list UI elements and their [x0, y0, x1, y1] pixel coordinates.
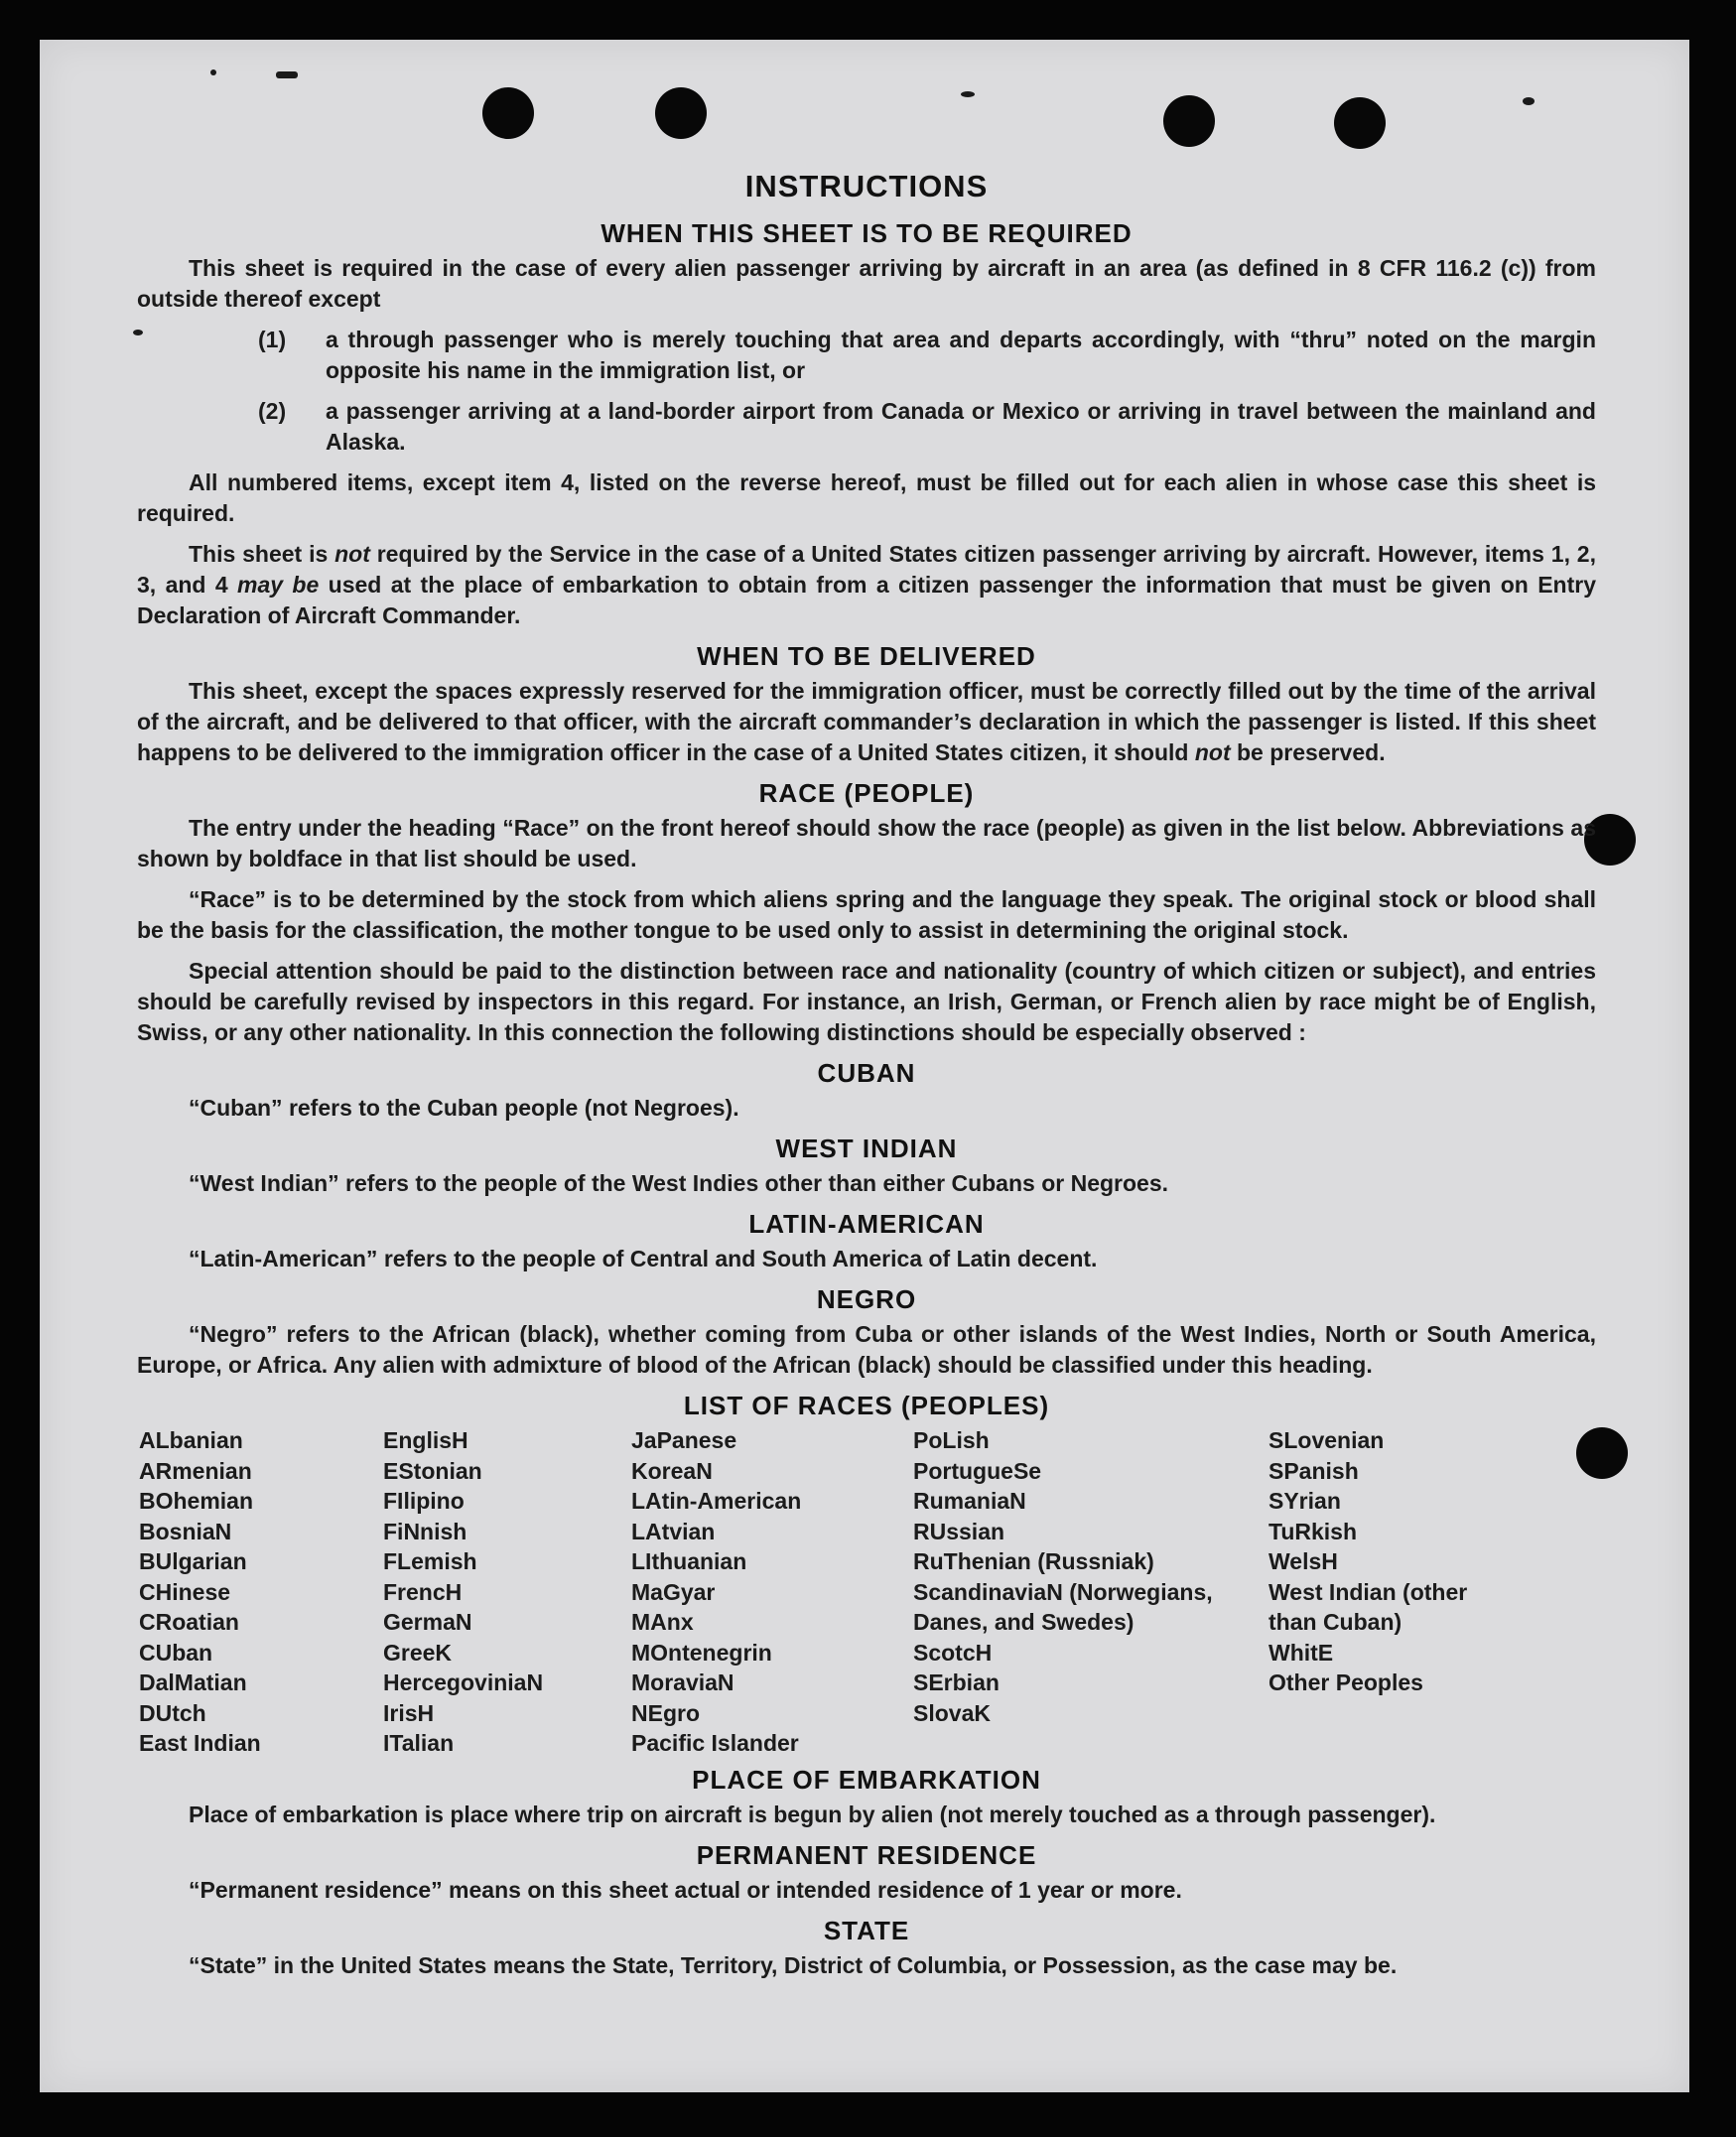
race-entry: MOntenegrin [631, 1639, 772, 1666]
race-entry: RUssian [913, 1518, 1005, 1544]
negro-text: “Negro” refers to the African (black), whether coming from Cuba or other islands of the West Indies, North or South America, Europe, or Africa. Any alien with admixture of blood of the African (black) should be classified under this heading. [137, 1321, 1596, 1378]
race-entry: EStonian [383, 1457, 482, 1484]
race-entry: Pacific Islander [631, 1730, 799, 1756]
race-entry: ScandinaviaN (Norwegians, Danes, and Swedes) [913, 1578, 1213, 1635]
race-entry: CUban [139, 1639, 213, 1666]
citizen-text: This sheet is not required by the Service in the case of a United States citizen passenger arriving by aircraft. However, items 1, 2, 3, and 4 may be used at the place of embarkation to obtain from a citizen passenger the information that must be given on Entry Declaration of Aircraft Commander. [137, 541, 1596, 628]
heading-cuban: CUBAN [817, 1058, 916, 1088]
race-entry: East Indian [139, 1730, 261, 1756]
races-column [913, 1425, 1269, 1759]
races-column [631, 1425, 913, 1759]
race-entry: CRoatian [139, 1609, 239, 1635]
race-entry: RumaniaN [913, 1488, 1026, 1514]
embarkation-text: Place of embarkation is place where trip on aircraft is begun by alien (not merely touched as a through passenger). [189, 1801, 1436, 1827]
race-entry: EnglisH [383, 1427, 468, 1453]
race-entry: BOhemian [139, 1488, 254, 1514]
race-entry: RuThenian (Russniak) [913, 1548, 1154, 1574]
speck [210, 69, 216, 75]
race-entry: ScotcH [913, 1639, 993, 1666]
numbered-items-text: All numbered items, except item 4, listed on the reverse hereof, must be filled out for each alien in whose case this sheet is required. [137, 469, 1596, 526]
race-entry: NEgro [631, 1699, 700, 1726]
heading-list-of-races: LIST OF RACES (PEOPLES) [683, 1391, 1050, 1420]
race-entry: LAtvian [631, 1518, 716, 1544]
race-entry: GreeK [383, 1639, 453, 1666]
race-entry: MAnx [631, 1609, 694, 1635]
cuban-text: “Cuban” refers to the Cuban people (not Negroes). [189, 1095, 739, 1121]
race-entry: JaPanese [631, 1427, 737, 1453]
race-entry: MoraviaN [631, 1670, 734, 1695]
west-indian-text: “West Indian” refers to the people of the West Indies other than either Cubans or Negroes. [189, 1170, 1169, 1196]
race-entry: SlovaK [913, 1699, 991, 1726]
heading-when-required: WHEN THIS SHEET IS TO BE REQUIRED [601, 218, 1133, 248]
race-entry: GermaN [383, 1609, 472, 1635]
race-entry: TuRkish [1269, 1518, 1358, 1544]
speck [1523, 97, 1535, 105]
race-entry: IrisH [383, 1699, 435, 1726]
heading-negro: NEGRO [816, 1284, 917, 1314]
heading-place-of-embarkation: PLACE OF EMBARKATION [692, 1764, 1041, 1795]
race-entry: WelsH [1269, 1548, 1338, 1574]
document-content [137, 169, 1596, 1991]
punch-hole [482, 87, 534, 139]
race-entry: SYrian [1269, 1488, 1341, 1514]
race-entry: BosniaN [139, 1518, 232, 1544]
punch-hole [1334, 97, 1386, 149]
heading-race: RACE (PEOPLE) [758, 778, 975, 808]
heading-when-delivered: WHEN TO BE DELIVERED [697, 641, 1036, 671]
race-text-1: The entry under the heading “Race” on the front hereof should show the race (people) as given in the list below. Abbreviations as shown by boldface in that list should be used. [137, 815, 1596, 871]
race-entry: DUtch [139, 1699, 206, 1726]
race-entry: West Indian (other than Cuban) [1269, 1578, 1468, 1635]
race-entry: FIlipino [383, 1488, 465, 1514]
races-column [139, 1425, 383, 1759]
latin-american-text: “Latin-American” refers to the people of Central and South America of Latin decent. [189, 1246, 1098, 1271]
speck [276, 71, 298, 78]
race-entry: CHinese [139, 1578, 231, 1605]
race-text-2: “Race” is to be determined by the stock from which aliens spring and the language they speak. The original stock or blood shall be the basis for the classification, the mother tongue to be used only to assist in determining the original stock. [137, 886, 1596, 943]
race-entry: ITalian [383, 1730, 455, 1756]
race-entry: SPanish [1269, 1457, 1359, 1484]
exception-item: (1) a through passenger who is merely touching that area and departs accordingly, with “thru” noted on the margin opposite his name in the immigration list, or [258, 327, 1596, 383]
race-entry: FiNnish [383, 1518, 467, 1544]
heading-permanent-residence: PERMANENT RESIDENCE [696, 1839, 1037, 1870]
race-entry: PortugueSe [913, 1457, 1042, 1484]
race-entry: HercegoviniaN [383, 1670, 544, 1695]
delivered-text: This sheet, except the spaces expressly reserved for the immigration officer, must be correctly filled out by the time of the arrival of the aircraft, and be delivered to that officer, with the aircraft commander’s declaration in which the passenger is listed. If this sheet happens to be delivered to the immigration officer in the case of a United States citizen, it should not be preserved. [137, 678, 1596, 765]
races-column [1269, 1425, 1517, 1759]
race-entry: PoLish [913, 1427, 990, 1453]
race-entry: ALbanian [139, 1427, 243, 1453]
punch-hole [1163, 95, 1215, 147]
exception-item: (2) a passenger arriving at a land-border airport from Canada or Mexico or arriving in travel between the mainland and Alaska. [258, 398, 1596, 455]
heading-west-indian: WEST INDIAN [775, 1134, 958, 1163]
races-column [383, 1425, 631, 1759]
races-list [139, 1425, 1596, 1759]
race-entry: Other Peoples [1269, 1670, 1423, 1695]
residence-text: “Permanent residence” means on this sheet actual or intended residence of 1 year or more. [189, 1876, 1182, 1903]
race-text-3: Special attention should be paid to the distinction between race and nationality (country of which citizen or subject), and entries should be carefully revised by inspectors in this regard. For instance, an Irish, German, or French alien by race might be of English, Swiss, or any other nationality. In this connection the following distinctions should be especially observed : [137, 958, 1596, 1045]
race-entry: WhitE [1269, 1639, 1334, 1666]
race-entry: SErbian [913, 1670, 1000, 1695]
race-entry: LIthuanian [631, 1548, 747, 1574]
race-entry: ARmenian [139, 1457, 252, 1484]
heading-latin-american: LATIN-AMERICAN [748, 1209, 985, 1239]
race-entry: FLemish [383, 1548, 477, 1574]
heading-state: STATE [823, 1915, 910, 1945]
race-entry: LAtin-American [631, 1488, 802, 1514]
speck [961, 91, 975, 97]
punch-hole [655, 87, 707, 139]
race-entry: MaGyar [631, 1578, 716, 1605]
race-entry: BUlgarian [139, 1548, 247, 1574]
state-text: “State” in the United States means the State, Territory, District of Columbia, or Possession, as the case may be. [189, 1951, 1398, 1978]
race-entry: DalMatian [139, 1670, 247, 1695]
required-intro: This sheet is required in the case of every alien passenger arriving by aircraft in an area (as defined in 8 CFR 116.2 (c)) from outside thereof except [137, 255, 1596, 312]
page-title: INSTRUCTIONS [744, 169, 989, 203]
race-entry: KoreaN [631, 1457, 713, 1484]
race-entry: FrencH [383, 1578, 463, 1605]
race-entry: SLovenian [1269, 1427, 1385, 1453]
